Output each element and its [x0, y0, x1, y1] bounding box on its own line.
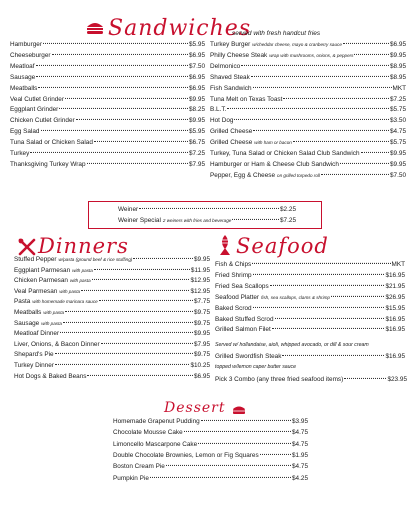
dot-leader: [55, 364, 190, 365]
sandwich-item: [210, 127, 406, 136]
item-name: Meatloaf Dinner: [14, 330, 60, 338]
sandwich-item: [10, 62, 205, 71]
item-price: $6.95: [390, 40, 406, 49]
dot-leader: [59, 108, 188, 109]
dessert-item: [113, 428, 308, 437]
sandwich-item: [210, 40, 406, 49]
dessert-item: [113, 417, 308, 426]
item-price: $23.95: [387, 375, 407, 384]
item-name: Meatballs: [10, 84, 38, 92]
dot-leader: [43, 43, 188, 44]
item-note: on grilled torpedo roll: [277, 172, 320, 178]
item-name: Limoncello Mascarpone Cake: [113, 440, 198, 448]
dot-leader: [340, 163, 389, 164]
dot-leader: [150, 476, 291, 477]
sandwich-item: [10, 94, 205, 103]
item-price: $5.75: [390, 106, 406, 114]
item-price: $7.25: [189, 149, 205, 158]
dot-leader: [293, 141, 389, 142]
dot-leader: [282, 355, 384, 356]
item-name: Chocolate Mousse Cake: [113, 429, 183, 437]
sandwiches-subtitle: served with fresh handcut fries: [232, 30, 321, 37]
sandwich-item: [10, 127, 205, 136]
seafood-title: Seafood: [236, 234, 329, 258]
dot-leader: [241, 65, 389, 66]
item-name: Egg Salad: [10, 128, 40, 136]
sandwiches-title: Sandwiches: [108, 16, 252, 41]
item-name: Veal Parmesan: [14, 287, 58, 295]
item-name: Pepper, Egg & Cheese: [210, 171, 276, 179]
item-price: $8.95: [390, 62, 406, 70]
item-name: Chicken Cutlet Grinder: [10, 117, 75, 125]
dessert-item: [113, 473, 308, 482]
dot-leader: [253, 130, 389, 131]
item-note: w/cheddar cheese, mayo & cranberry sauce: [252, 41, 342, 48]
item-note: wrap with mushrooms, onions, & peppers: [269, 52, 354, 59]
item-price: $8.25: [189, 106, 205, 114]
dot-leader: [251, 76, 389, 77]
sandwich-item: [210, 94, 406, 103]
sandwich-item: [210, 138, 406, 147]
item-name: Grilled Cheese: [210, 128, 253, 136]
item-price: $2.25: [280, 205, 296, 214]
item-name: Turkey: [10, 149, 30, 158]
dinners-title: Dinners: [38, 234, 129, 258]
item-name: Sausage: [14, 319, 40, 327]
dot-leader: [361, 152, 389, 153]
item-price: MKT: [392, 84, 406, 92]
item-note: fish, sea scallops, clams & shrimp: [261, 294, 330, 300]
item-price: $16.95: [385, 352, 405, 361]
dot-leader: [87, 375, 193, 376]
dinner-item: [14, 287, 210, 296]
weiner-item: [118, 205, 296, 214]
item-price: $16.95: [385, 326, 405, 334]
item-price: $10.25: [190, 361, 210, 370]
dinner-item: [14, 265, 210, 274]
item-name: Fish Sandwich: [210, 84, 252, 92]
sandwich-item: [210, 83, 406, 92]
item-price: MKT: [391, 260, 405, 269]
sandwich-item: [210, 51, 406, 60]
item-name: Meatballs: [14, 308, 42, 317]
dessert-item: [113, 462, 308, 471]
dot-leader: [60, 332, 193, 333]
item-note: with pasta: [59, 288, 81, 294]
item-name: Eggplant Parmesan: [14, 266, 71, 274]
dot-leader: [92, 279, 190, 280]
dot-leader: [76, 119, 188, 120]
item-name: Shepard's Pie: [14, 351, 54, 359]
item-name: Grilled Cheese: [210, 138, 253, 147]
fish-icon: [218, 234, 232, 261]
item-name: Hot Dog: [210, 117, 234, 125]
burger-icon: [86, 21, 104, 40]
dot-leader: [283, 97, 389, 98]
seafood-item: [215, 271, 405, 280]
item-name: Cheeseburger: [10, 51, 51, 60]
item-name: B.L.T.: [210, 106, 227, 114]
item-price: $3.95: [292, 417, 308, 426]
item-price: $4.25: [292, 474, 308, 482]
item-price: $4.75: [292, 429, 308, 437]
item-note: with pasta: [41, 320, 62, 326]
dot-leader: [99, 300, 193, 301]
item-name: Weiner: [118, 205, 139, 214]
item-name: Seafood Platter: [215, 293, 260, 301]
item-name: Baked Scrod: [215, 304, 252, 312]
item-price: $9.95: [189, 117, 205, 125]
item-note: w/pasta (ground beef & rice stuffing): [58, 256, 133, 263]
item-price: $26.95: [385, 293, 405, 301]
dot-leader: [253, 307, 385, 308]
seafood-item: [215, 352, 405, 361]
item-price: $5.95: [189, 128, 205, 136]
item-price: $6.95: [189, 51, 205, 60]
sandwich-item: [10, 160, 205, 169]
dot-leader: [101, 343, 193, 344]
item-price: $11.95: [190, 266, 210, 274]
item-price: $7.75: [194, 298, 210, 306]
dinner-item: [14, 350, 210, 359]
item-price: $9.95: [390, 149, 406, 158]
dot-leader: [260, 454, 291, 455]
item-name: Double Chocolate Brownies, Lemon or Fig Squares: [113, 451, 259, 460]
dot-leader: [133, 258, 193, 259]
seafood-item: [215, 260, 405, 269]
item-name: Liver, Onions, & Bacon Dinner: [14, 340, 100, 348]
item-price: $16.95: [385, 271, 405, 280]
item-name: Thanksgiving Turkey Wrap: [10, 160, 86, 169]
item-name: Meatloaf: [10, 62, 35, 70]
item-name: Shaved Steak: [210, 73, 250, 81]
dot-leader: [36, 65, 188, 66]
dinner-item: [14, 361, 210, 370]
item-price: $7.50: [189, 62, 205, 70]
dot-leader: [81, 290, 189, 291]
dot-leader: [201, 420, 291, 421]
dot-leader: [232, 218, 279, 219]
item-price: $8.95: [390, 73, 406, 81]
item-name: Hamburger or Ham & Cheese Club Sandwich: [210, 160, 339, 169]
sandwich-item: [210, 62, 406, 71]
dinner-item: [14, 255, 210, 264]
item-price: $21.95: [385, 282, 405, 290]
seafood-sauce-note: Served w/ hollandaise, aioli, whipped avocado, or dill & sour cream: [215, 342, 369, 348]
item-price: $3.50: [390, 117, 406, 125]
item-name: Turkey, Tuna Salad or Chicken Salad Club Sandwich: [210, 149, 360, 158]
item-price: $5.75: [390, 138, 406, 147]
dessert-item: [113, 439, 308, 448]
dinner-item: [14, 329, 210, 338]
dot-leader: [354, 54, 389, 55]
dot-leader: [87, 163, 188, 164]
dot-leader: [94, 269, 190, 270]
item-price: $7.95: [189, 160, 205, 169]
item-price: $9.95: [194, 330, 210, 338]
dot-leader: [36, 76, 188, 77]
sandwich-item: [10, 105, 205, 114]
item-name: Hamburger: [10, 40, 42, 49]
item-price: $6.95: [189, 73, 205, 81]
item-name: Pumpkin Pie: [113, 474, 149, 482]
dot-leader: [344, 378, 386, 379]
dot-leader: [55, 353, 193, 354]
dinner-item: [14, 297, 210, 306]
item-name: Tuna Salad or Chicken Salad: [10, 138, 93, 147]
item-name: Grilled Salmon Filet: [215, 326, 271, 334]
seafood-item: [215, 303, 405, 312]
seafood-item: [215, 282, 405, 291]
item-name: Eggplant Grinder: [10, 106, 59, 114]
sandwich-item: [10, 149, 205, 158]
item-price: $12.95: [190, 277, 210, 285]
item-name: Pick 3 Combo (any three fried seafood items): [215, 375, 344, 384]
item-note: with homemade marinara sauce: [32, 299, 98, 305]
item-price: $9.95: [194, 255, 210, 264]
item-name: Grilled Swordfish Steak: [215, 352, 282, 361]
item-name: Pasta: [14, 298, 31, 306]
item-name: Baked Stuffed Scrod: [215, 315, 274, 323]
dot-leader: [272, 328, 385, 329]
dot-leader: [321, 174, 389, 175]
dot-leader: [166, 465, 291, 466]
sandwich-item: [10, 51, 205, 60]
dot-leader: [41, 130, 189, 131]
item-name: Veal Cutlet Grinder: [10, 95, 64, 103]
item-note: with pasta: [72, 267, 93, 273]
dot-leader: [52, 54, 188, 55]
item-price: $4.75: [390, 128, 406, 136]
dot-leader: [184, 431, 291, 432]
item-price: $7.50: [390, 171, 406, 179]
dot-leader: [198, 443, 291, 444]
dinner-item: [14, 371, 210, 380]
item-price: $6.95: [189, 84, 205, 92]
item-name: Stuffed Pepper: [14, 255, 57, 264]
seafood-item: [215, 375, 407, 384]
dot-leader: [343, 43, 389, 44]
item-price: $4.75: [292, 440, 308, 448]
swordfish-note: topped w/lemon caper butter sauce: [215, 364, 297, 370]
dessert-title: Dessert: [164, 400, 226, 416]
seafood-item: [215, 325, 405, 334]
item-name: Tuna Melt on Texas Toast: [210, 95, 283, 103]
sandwich-item: [10, 116, 205, 125]
item-price: $6.95: [194, 372, 210, 380]
sandwich-item: [10, 72, 205, 81]
item-name: Homemade Grapenut Pudding: [113, 417, 200, 426]
seafood-item: [215, 314, 405, 323]
sandwich-item: [210, 171, 406, 180]
dot-leader: [253, 87, 392, 88]
item-price: $16.95: [385, 315, 405, 323]
item-price: $12.95: [190, 287, 210, 295]
item-name: Turkey Dinner: [14, 361, 54, 370]
item-name: Delmonico: [210, 62, 241, 70]
sandwich-item: [10, 40, 205, 49]
item-note: with pasta: [70, 278, 91, 284]
sandwich-item: [210, 160, 406, 169]
dinner-item: [14, 318, 210, 327]
item-name: Weiner Special: [118, 216, 161, 224]
item-price: $7.25: [390, 95, 406, 103]
item-name: Fried Shrimp: [215, 271, 252, 280]
dot-leader: [234, 119, 389, 120]
item-name: Boston Cream Pie: [113, 463, 165, 471]
item-price: $9.75: [194, 319, 210, 327]
sandwich-item: [210, 116, 406, 125]
item-name: Chicken Parmesan: [14, 277, 68, 285]
item-price: $7.25: [280, 216, 296, 224]
dot-leader: [63, 322, 193, 323]
dot-leader: [94, 141, 188, 142]
sandwich-item: [210, 105, 406, 114]
item-name: Philly Cheese Steak: [210, 51, 268, 60]
item-name: Fried Sea Scallops: [215, 282, 269, 290]
item-price: $9.75: [194, 351, 210, 359]
item-price: $15.95: [385, 304, 405, 312]
sandwich-item: [210, 149, 406, 158]
item-price: $9.95: [189, 95, 205, 103]
item-note: 2 weiners with fries and beverage: [162, 217, 232, 223]
item-note: with pasta: [43, 309, 65, 316]
dot-leader: [253, 274, 385, 275]
dot-leader: [38, 87, 188, 88]
item-price: $1.95: [292, 451, 308, 460]
item-price: $6.75: [189, 138, 205, 147]
item-price: $9.75: [194, 308, 210, 317]
item-price: $4.75: [292, 463, 308, 471]
dot-leader: [331, 296, 384, 297]
dot-leader: [270, 285, 385, 286]
item-name: Turkey Burger: [210, 40, 251, 49]
sandwich-item: [10, 138, 205, 147]
item-price: $9.95: [390, 51, 406, 60]
item-note: with ham or bacon: [254, 139, 292, 146]
dessert-item: [113, 451, 308, 460]
dot-leader: [65, 97, 188, 98]
dot-leader: [65, 311, 193, 312]
item-price: $9.95: [390, 160, 406, 169]
item-name: Hot Dogs & Baked Beans: [14, 372, 87, 380]
item-price: $7.95: [194, 340, 210, 348]
item-name: Fish & Chips: [215, 260, 252, 269]
dinner-item: [14, 340, 210, 349]
dot-leader: [227, 108, 389, 109]
dinner-item: [14, 308, 210, 317]
dot-leader: [30, 152, 188, 153]
seafood-item: [215, 292, 405, 301]
dot-leader: [252, 263, 390, 264]
item-price: $5.95: [189, 40, 205, 49]
weiner-item: [118, 215, 296, 224]
item-name: Sausage: [10, 73, 36, 81]
dot-leader: [139, 208, 279, 209]
sandwich-item: [10, 83, 205, 92]
dinner-item: [14, 276, 210, 285]
dot-leader: [275, 317, 385, 318]
sandwich-item: [210, 72, 406, 81]
